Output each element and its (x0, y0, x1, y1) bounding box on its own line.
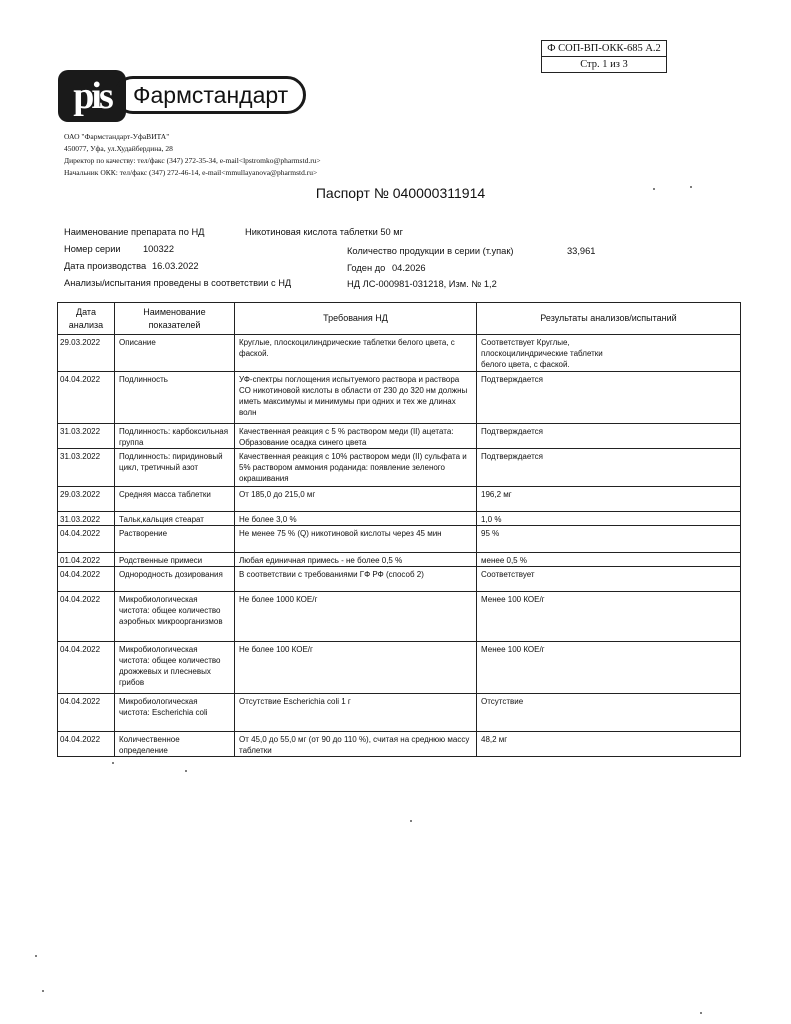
drug-value: Никотиновая кислота таблетки 50 мг (245, 227, 404, 237)
company-details (64, 131, 321, 179)
row-date: 04.04.2022 (58, 567, 115, 592)
scan-speck (410, 820, 412, 822)
row-requirement: От 45,0 до 55,0 мг (от 90 до 110 %), считая на среднюю массу таблетки (235, 732, 477, 757)
row-requirement: Не менее 75 % (Q) никотиновой кислоты через 45 мин (235, 526, 477, 553)
row-result: Соответствует Круглые, плоскоцилиндрические таблетки белого цвета, с фаской. (477, 335, 741, 372)
row-date: 29.03.2022 (58, 335, 115, 372)
row-result: 1,0 % (477, 512, 741, 526)
scan-speck (653, 188, 655, 190)
row-result: Соответствует (477, 567, 741, 592)
header-requirements: Требования НД (235, 303, 477, 335)
company-name: ОАО "Фармстандарт-УфаВИТА" (64, 132, 170, 141)
row-date: 04.04.2022 (58, 694, 115, 732)
table-row (58, 372, 741, 424)
expiry-label: Годен до (347, 263, 386, 273)
row-indicator: Тальк,кальция стеарат (115, 512, 235, 526)
row-result: 48,2 мг (477, 732, 741, 757)
row-indicator: Однородность дозирования (115, 567, 235, 592)
table-header-row (58, 303, 741, 335)
row-date: 31.03.2022 (58, 424, 115, 449)
series-label: Номер серии (64, 244, 121, 254)
row-indicator: Родственные примеси (115, 553, 235, 567)
row-indicator: Микробиологическая чистота: Escherichia coli (115, 694, 235, 732)
row-result: Менее 100 КОЕ/г (477, 592, 741, 642)
table-row (58, 732, 741, 757)
row-result: Отсутствие (477, 694, 741, 732)
row-date: 04.04.2022 (58, 642, 115, 694)
row-date: 04.04.2022 (58, 732, 115, 757)
table-row (58, 526, 741, 553)
row-indicator: Средняя масса таблетки (115, 487, 235, 512)
quality-director-contact: Директор по качеству: тел/факс (347) 272-35-34, e-mail<lpstromko@pharmstd.ru> (64, 156, 321, 165)
row-requirement: В соответствии с требованиями ГФ РФ (способ 2) (235, 567, 477, 592)
table-row (58, 567, 741, 592)
document-code: Ф СОП-ВП-ОКК-685 А.2 (547, 43, 661, 54)
row-indicator: Растворение (115, 526, 235, 553)
scan-speck (700, 1012, 702, 1014)
table-row (58, 512, 741, 526)
series-value: 100322 (143, 244, 175, 254)
drug-label: Наименование препарата по НД (64, 227, 205, 237)
row-requirement: Не более 100 КОЕ/г (235, 642, 477, 694)
row-indicator: Микробиологическая чистота: общее количество аэробных микроорганизмов (115, 592, 235, 642)
row-requirement: Любая единичная примесь - не более 0,5 % (235, 553, 477, 567)
logo-mark: pis (58, 70, 126, 122)
row-date: 29.03.2022 (58, 487, 115, 512)
header-indicator: Наименование показателей (115, 303, 235, 335)
table-row (58, 592, 741, 642)
row-date: 04.04.2022 (58, 526, 115, 553)
production-date-label: Дата производства (64, 261, 147, 271)
row-result: Подтверждается (477, 449, 741, 487)
row-requirement: Качественная реакция с 10% раствором меди (II) сульфата и 5% раствором аммония роданида: появление зеленого окрашивания (235, 449, 477, 487)
row-result: Подтверждается (477, 372, 741, 424)
analysis-results-table (57, 302, 741, 757)
okk-head-contact: Начальник ОКК: тел/факс (347) 272-46-14, e-mail<mmullayanova@pharmstd.ru> (64, 168, 318, 177)
row-indicator: Подлинность: пиридиновый цикл, третичный азот (115, 449, 235, 487)
scan-speck (42, 990, 44, 992)
table-row (58, 553, 741, 567)
table-row (58, 424, 741, 449)
row-date: 04.04.2022 (58, 372, 115, 424)
row-indicator: Количественное определение (115, 732, 235, 757)
row-requirement: Качественная реакция с 5 % раствором меди (II) ацетата: Образование осадка синего цвета (235, 424, 477, 449)
logo-name: Фармстандарт (114, 76, 306, 114)
row-date: 04.04.2022 (58, 592, 115, 642)
scan-speck (35, 955, 37, 957)
row-result: 95 % (477, 526, 741, 553)
header-results: Результаты анализов/испытаний (477, 303, 741, 335)
row-result: Менее 100 КОЕ/г (477, 642, 741, 694)
row-indicator: Подлинность: карбоксильная группа (115, 424, 235, 449)
page-number: Стр. 1 из 3 (542, 56, 666, 72)
row-date: 31.03.2022 (58, 449, 115, 487)
row-result: Подтверждается (477, 424, 741, 449)
document-code-box (541, 40, 667, 73)
header-date: Дата анализа (58, 303, 115, 335)
table-row (58, 694, 741, 732)
page-title: Паспорт № 040000311914 (315, 185, 486, 201)
quantity-label: Количество продукции в серии (т.упак) (347, 246, 514, 256)
row-requirement: Круглые, плоскоцилиндрические таблетки белого цвета, с фаской. (235, 335, 477, 372)
scan-speck (690, 186, 692, 188)
row-requirement: Отсутствие Escherichia coli 1 г (235, 694, 477, 732)
row-requirement: Не более 1000 КОЕ/г (235, 592, 477, 642)
analyses-label: Анализы/испытания проведены в соответствии с НД (64, 278, 292, 288)
row-indicator: Подлинность (115, 372, 235, 424)
nd-reference: НД ЛС-000981-031218, Изм. № 1,2 (347, 279, 497, 289)
scan-speck (185, 770, 187, 772)
scan-speck (112, 762, 114, 764)
table-row (58, 449, 741, 487)
company-address: 450077, Уфа, ул.Худайбердина, 28 (64, 144, 173, 153)
expiry-value: 04.2026 (392, 263, 426, 273)
row-indicator: Описание (115, 335, 235, 372)
row-requirement: Не более 3,0 % (235, 512, 477, 526)
row-date: 01.04.2022 (58, 553, 115, 567)
table-row (58, 487, 741, 512)
row-indicator: Микробиологическая чистота: общее количество дрожжевых и плесневых грибов (115, 642, 235, 694)
row-date: 31.03.2022 (58, 512, 115, 526)
row-requirement: От 185,0 до 215,0 мг (235, 487, 477, 512)
row-requirement: УФ-спектры поглощения испытуемого раствора и раствора СО никотиновой кислоты в области от 230 до 320 нм должны иметь максимумы и минимумы при одних и тех же длинах волн (235, 372, 477, 424)
table-row (58, 335, 741, 372)
table-row (58, 642, 741, 694)
row-result: менее 0,5 % (477, 553, 741, 567)
quantity-value: 33,961 (567, 246, 596, 256)
production-date-value: 16.03.2022 (152, 261, 199, 271)
row-result: 196,2 мг (477, 487, 741, 512)
